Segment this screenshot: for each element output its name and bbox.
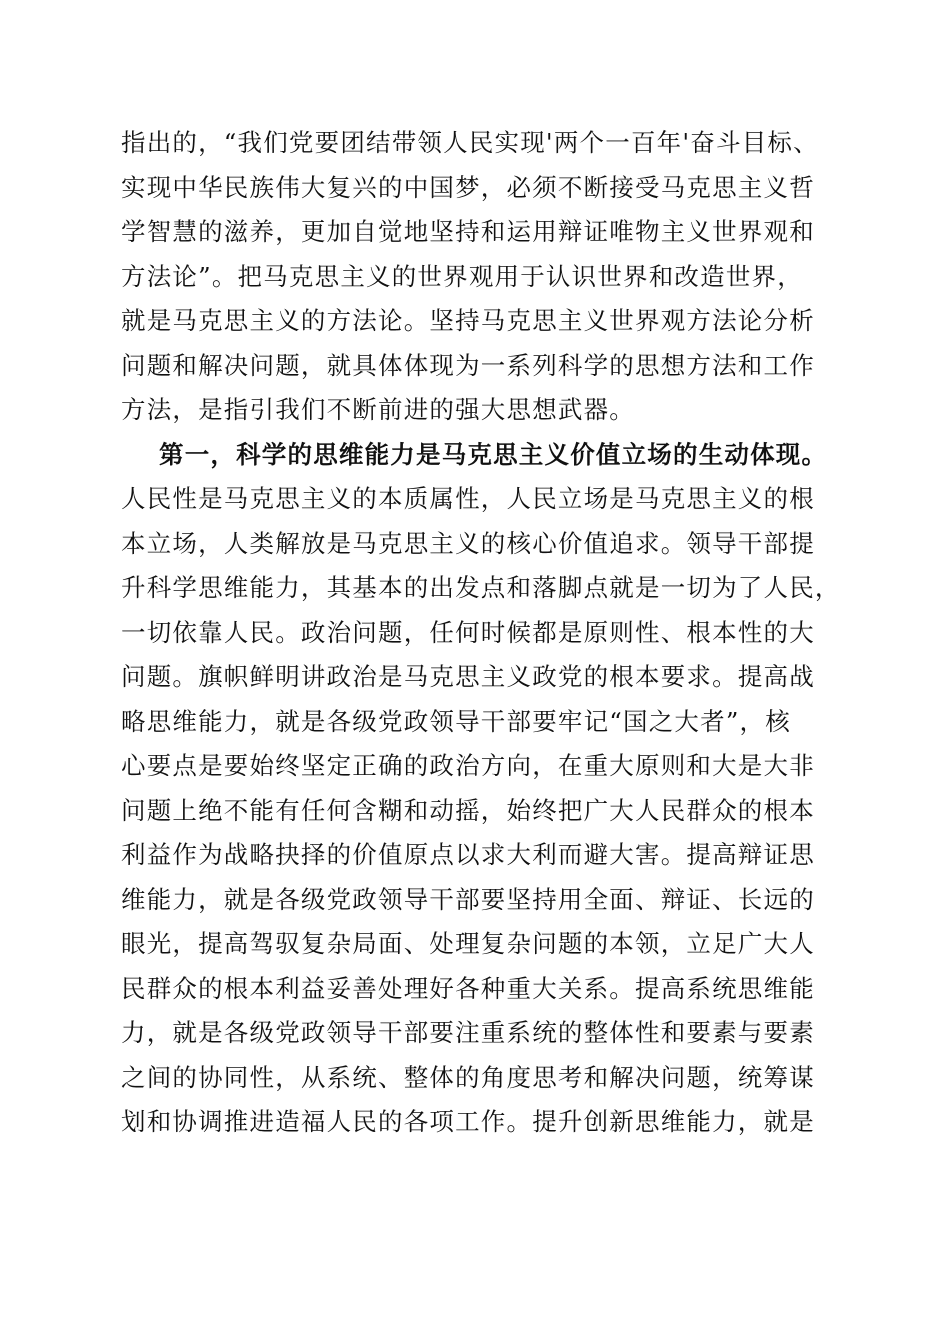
text-line-19: 眼光，提高驾驭复杂局面、处理复杂问题的本领，立足广大人 — [121, 929, 815, 958]
document-body — [121, 121, 881, 1145]
text-line-14: 略思维能力，就是各级党政领导干部要牢记“国之大者”，核 — [121, 706, 791, 736]
text-line-15: 心要点是要始终坚定正确的政治方向，在重大原则和大是大非 — [121, 751, 815, 780]
text-line-17: 利益作为战略抉择的价值原点以求大利而避大害。提高辩证思 — [121, 840, 815, 869]
text-line-20: 民群众的根本利益妥善处理好各种重大关系。提高系统思维能 — [121, 973, 815, 1003]
text-line-23: 划和协调推进造福人民的各项工作。提升创新思维能力，就是 — [121, 1107, 815, 1136]
text-line-12: 一切依靠人民。政治问题，任何时候都是原则性、根本性的大 — [121, 617, 815, 647]
text-line-3: 学智慧的滋养，更加自觉地坚持和运用辩证唯物主义世界观和 — [121, 217, 815, 246]
text-line-5: 就是马克思主义的方法论。坚持马克思主义世界观方法论分析 — [121, 306, 815, 335]
section-heading: 第一，科学的思维能力是马克思主义价值立场的生动体现。 — [159, 439, 828, 469]
text-line-7: 方法，是指引我们不断前进的强大思想武器。 — [121, 395, 635, 424]
text-line-1: 指出的，“我们党要团结带领人民实现'两个一百年'奋斗目标、 — [121, 128, 819, 157]
text-line-18: 维能力，就是各级党政领导干部要坚持用全面、辩证、长远的 — [121, 884, 815, 914]
text-line-10: 本立场，人类解放是马克思主义的核心价值追求。领导干部提 — [121, 528, 815, 558]
text-line-16: 问题上绝不能有任何含糊和动摇，始终把广大人民群众的根本 — [121, 795, 815, 825]
text-line-9: 人民性是马克思主义的本质属性，人民立场是马克思主义的根 — [121, 484, 815, 513]
text-line-11: 升科学思维能力，其基本的出发点和落脚点就是一切为了人民， — [121, 573, 841, 602]
text-line-6: 问题和解决问题，就具体体现为一系列科学的思想方法和工作 — [121, 350, 815, 380]
text-line-21: 力，就是各级党政领导干部要注重系统的整体性和要素与要素 — [121, 1018, 815, 1047]
text-line-4: 方法论”。把马克思主义的世界观用于认识世界和改造世界， — [121, 261, 803, 291]
text-line-22: 之间的协同性，从系统、整体的角度思考和解决问题，统筹谋 — [121, 1062, 815, 1092]
text-line-2: 实现中华民族伟大复兴的中国梦，必须不断接受马克思主义哲 — [121, 172, 815, 202]
text-line-13: 问题。旗帜鲜明讲政治是马克思主义政党的根本要求。提高战 — [121, 662, 815, 691]
